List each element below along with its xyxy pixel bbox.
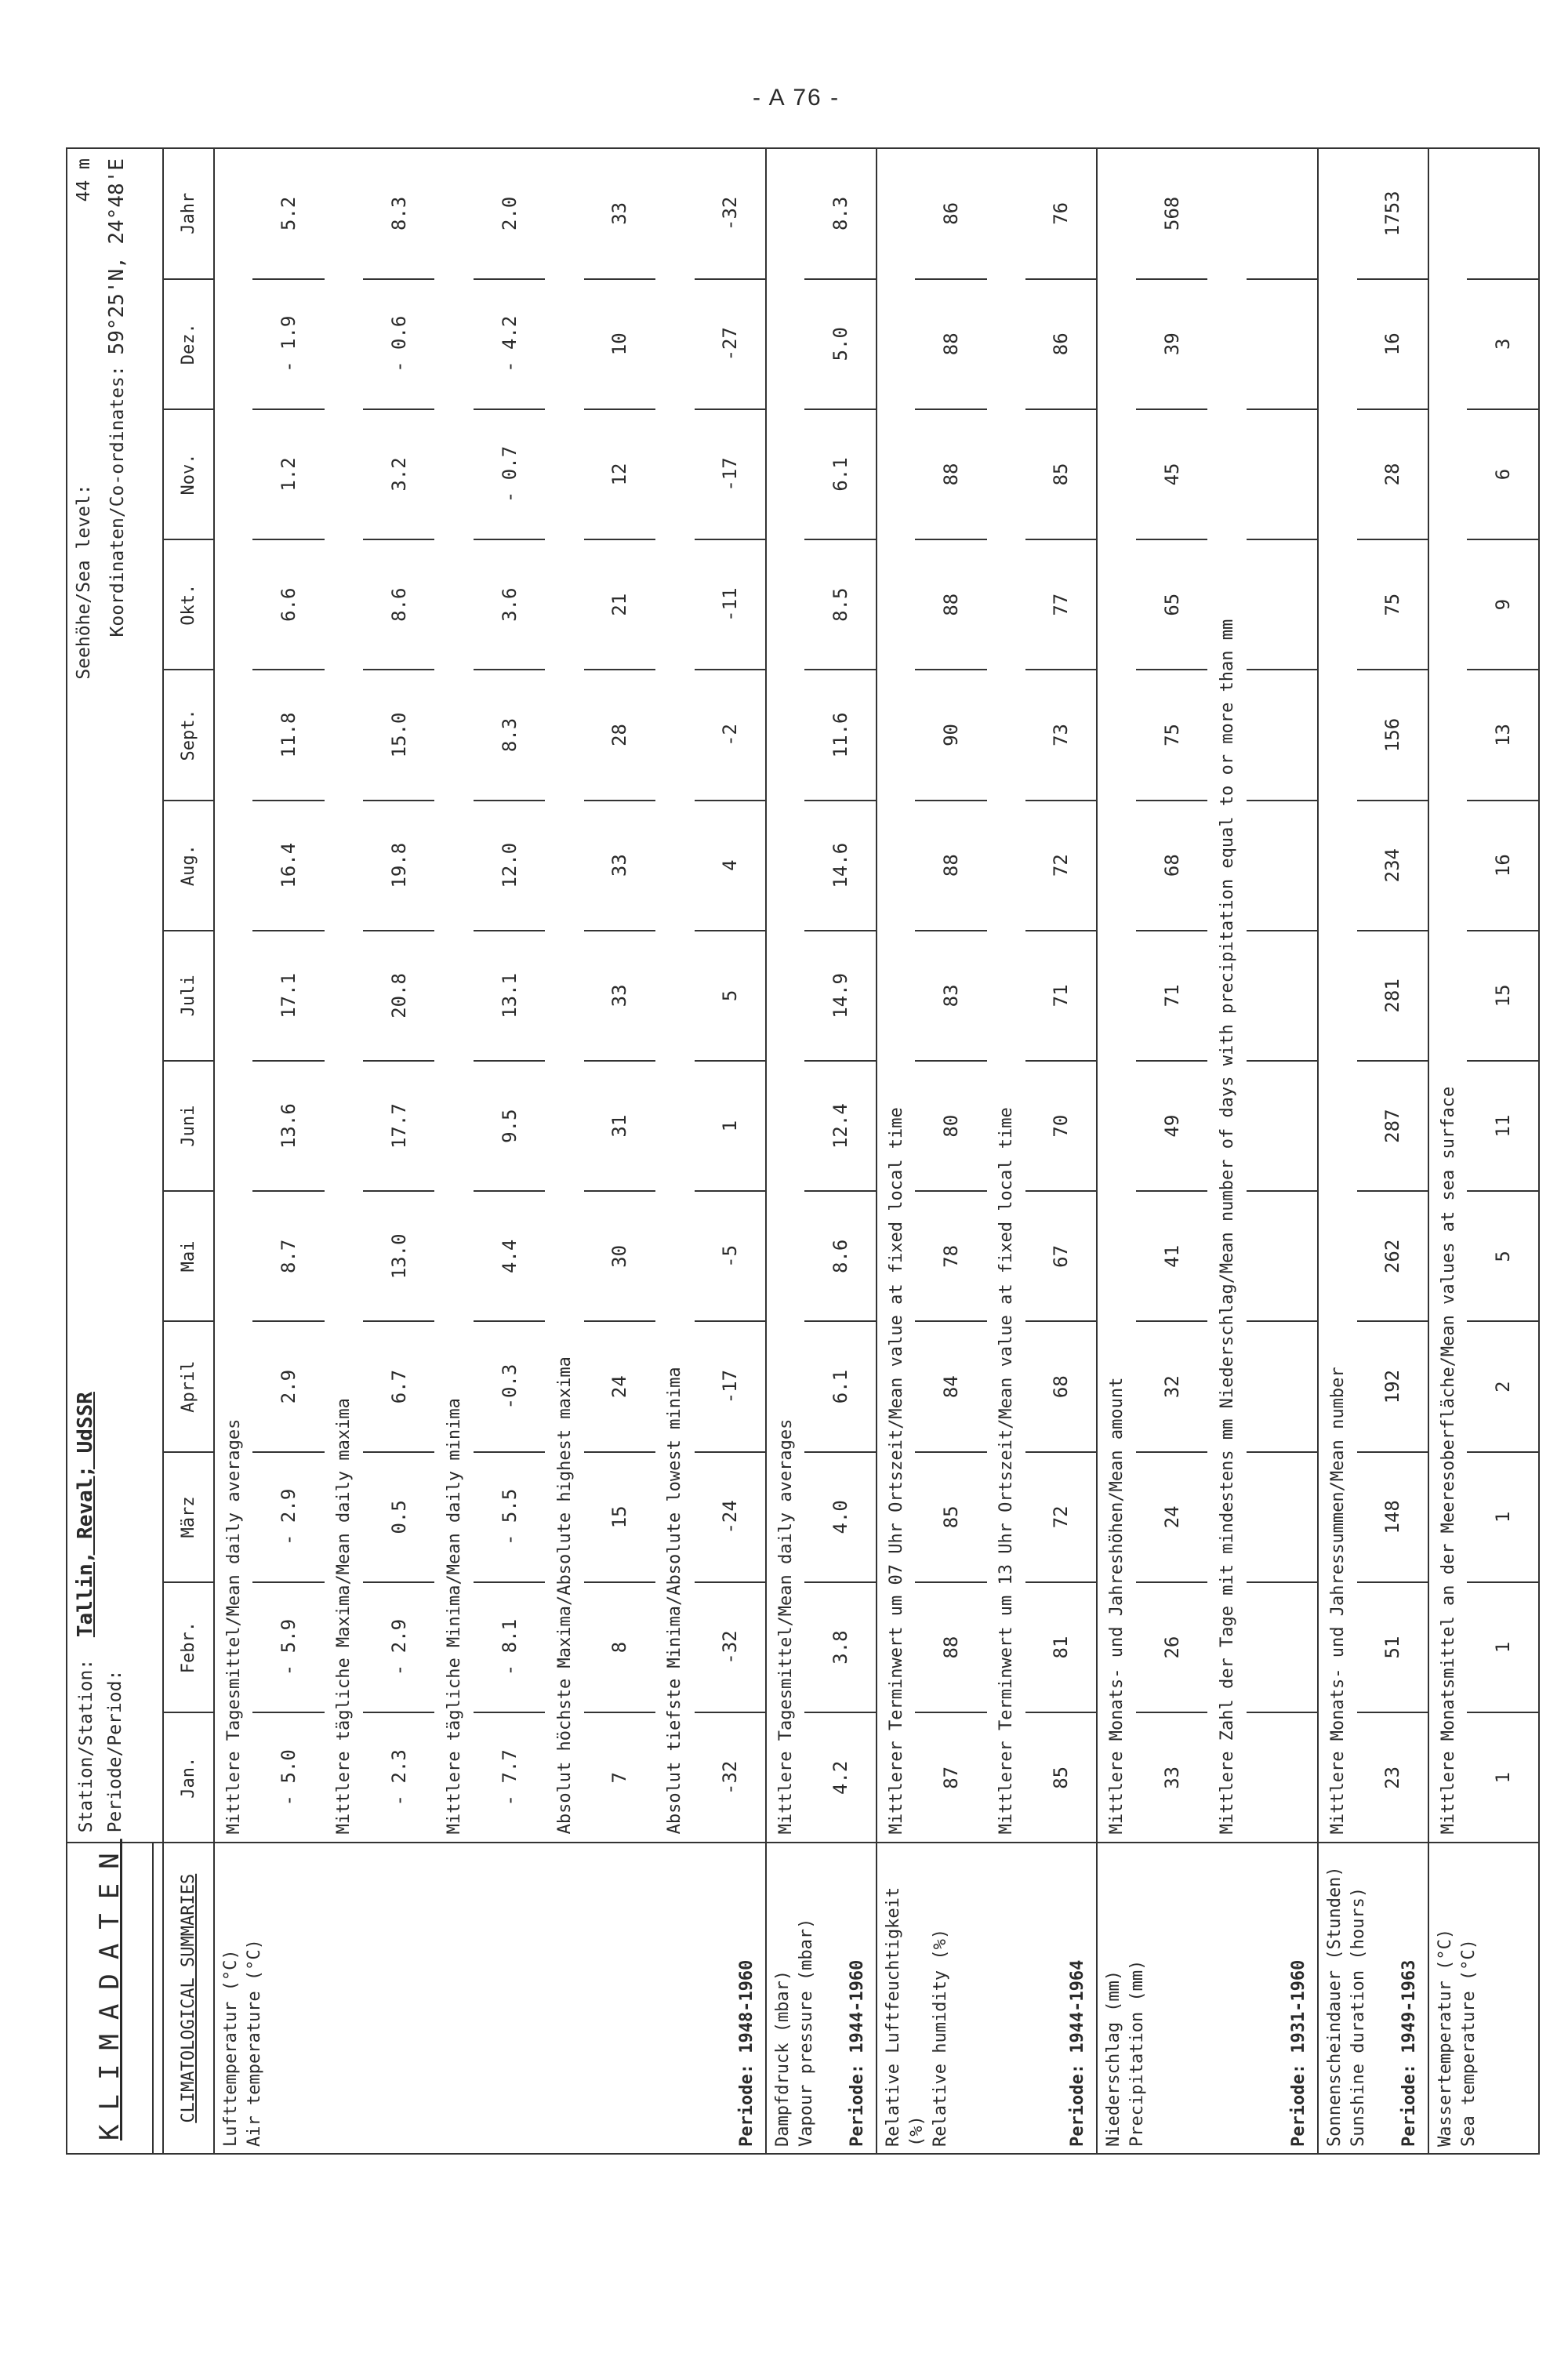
value-cell: 13.1 (474, 931, 545, 1061)
row-label: Mittlere Zahl der Tage mit mindestens mm Niederschlag/Mean number of days with precipitation equal to or more than mm (1207, 148, 1247, 1843)
month-header: Mai (163, 1191, 214, 1321)
value-cell: -17 (695, 409, 766, 539)
value-cell: 41 (1136, 1191, 1207, 1321)
value-cell: - 5.0 (252, 1712, 324, 1843)
value-cell: 2.0 (474, 148, 545, 279)
value-cell: 88 (915, 1582, 986, 1712)
value-cell: 68 (1025, 1321, 1097, 1451)
value-cell: - 0.7 (474, 409, 545, 539)
value-cell (1247, 931, 1318, 1061)
value-cell: 33 (1136, 1712, 1207, 1843)
value-cell: 4.2 (804, 1712, 876, 1843)
rotated-sheet (66, 147, 1540, 2155)
value-cell: 8 (584, 1582, 655, 1712)
climate-table (66, 147, 1540, 2155)
document-title: KLIMADATEN (67, 1843, 153, 2154)
month-header: Jan. (163, 1712, 214, 1843)
value-cell: 85 (1025, 409, 1097, 539)
value-cell: - 0.6 (363, 279, 434, 409)
value-cell: 75 (1357, 539, 1428, 670)
value-cell: 4.0 (804, 1452, 876, 1582)
value-cell: 72 (1025, 1452, 1097, 1582)
value-cell: 13.6 (252, 1061, 324, 1191)
value-cell: 30 (584, 1191, 655, 1321)
month-header: Okt. (163, 539, 214, 670)
value-cell: 11 (1467, 1061, 1539, 1191)
value-cell: 88 (915, 279, 986, 409)
value-cell: - 8.1 (474, 1582, 545, 1712)
value-cell: 21 (584, 539, 655, 670)
month-header: April (163, 1321, 214, 1451)
period-label: Periode: 1948-1960 (736, 1959, 757, 2147)
document-subtitle: CLIMATOLOGICAL SUMMARIES (163, 1843, 214, 2154)
period-label: Periode: 1944-1964 (1068, 1959, 1088, 2147)
group-label (877, 1843, 1098, 2154)
group-label-line: Relative Luftfeuchtigkeit (%) (883, 1886, 927, 2147)
value-cell: 8.7 (252, 1191, 324, 1321)
group-label (766, 1843, 877, 2154)
value-cell: 2.9 (252, 1321, 324, 1451)
value-cell: -24 (695, 1452, 766, 1582)
value-cell: 9 (1467, 539, 1539, 670)
value-cell: 1.2 (252, 409, 324, 539)
value-cell: 32 (1136, 1321, 1207, 1451)
value-cell (1247, 539, 1318, 670)
month-header: März (163, 1452, 214, 1582)
value-cell: 45 (1136, 409, 1207, 539)
period-label: Periode: 1949-1963 (1399, 1959, 1419, 2147)
value-cell: 15 (1467, 931, 1539, 1061)
value-cell: -17 (695, 1321, 766, 1451)
group-label (1097, 1843, 1318, 2154)
coordinates-label: Koordinaten/Co-ordinates: (107, 365, 128, 637)
value-cell: 11.8 (252, 670, 324, 800)
value-cell: 5.2 (252, 148, 324, 279)
row-label: Mittlere Monats- und Jahressummen/Mean number (1318, 148, 1357, 1843)
station-label: Station/Station: (76, 1658, 96, 1833)
sea-level-label: Seehöhe/Sea level: (74, 484, 94, 680)
value-cell: 24 (584, 1321, 655, 1451)
month-header: Febr. (163, 1582, 214, 1712)
value-cell: 31 (584, 1061, 655, 1191)
group-label-line: Sea temperature (°C) (1458, 1939, 1479, 2147)
value-cell: 75 (1136, 670, 1207, 800)
value-cell: 3.6 (474, 539, 545, 670)
value-cell: - 7.7 (474, 1712, 545, 1843)
value-cell: 68 (1136, 801, 1207, 931)
month-header: Sept. (163, 670, 214, 800)
month-header: Juli (163, 931, 214, 1061)
value-cell (1247, 1061, 1318, 1191)
value-cell: 8.5 (804, 539, 876, 670)
value-cell (1247, 1452, 1318, 1582)
value-cell (1247, 279, 1318, 409)
group-label-line: Niederschlag (mm) (1104, 1970, 1124, 2147)
value-cell: 88 (915, 539, 986, 670)
row-label: Absolut tiefste Minima/Absolute lowest minima (655, 148, 695, 1843)
value-cell: 12 (584, 409, 655, 539)
value-cell: 87 (915, 1712, 986, 1843)
value-cell: 81 (1025, 1582, 1097, 1712)
value-cell: 88 (915, 409, 986, 539)
value-cell: 4.4 (474, 1191, 545, 1321)
value-cell: 17.7 (363, 1061, 434, 1191)
value-cell: 6.7 (363, 1321, 434, 1451)
value-cell: 14.9 (804, 931, 876, 1061)
value-cell: 16.4 (252, 801, 324, 931)
value-cell: 8.6 (804, 1191, 876, 1321)
row-label: Mittlerer Terminwert um 07 Uhr Ortszeit/Mean value at fixed local time (877, 148, 916, 1843)
value-cell: 86 (1025, 279, 1097, 409)
value-cell (1247, 148, 1318, 279)
group-label-line: Precipitation (mm) (1127, 1959, 1148, 2147)
value-cell: 14.6 (804, 801, 876, 931)
row-label: Mittlere tägliche Maxima/Mean daily maxima (325, 148, 364, 1843)
station-value: Tallin, Reval; UdSSR (74, 1392, 97, 1638)
value-cell: 13.0 (363, 1191, 434, 1321)
value-cell (1467, 148, 1539, 279)
value-cell: 1 (1467, 1712, 1539, 1843)
period-label: Periode: 1944-1960 (847, 1959, 867, 2147)
value-cell: - 4.2 (474, 279, 545, 409)
value-cell: 7 (584, 1712, 655, 1843)
value-cell (1247, 1191, 1318, 1321)
value-cell: -32 (695, 148, 766, 279)
value-cell (1247, 1321, 1318, 1451)
value-cell: 262 (1357, 1191, 1428, 1321)
month-header: Juni (163, 1061, 214, 1191)
value-cell: 71 (1136, 931, 1207, 1061)
row-label: Mittlere Monats- und Jahreshöhen/Mean amount (1097, 148, 1136, 1843)
value-cell: 51 (1357, 1582, 1428, 1712)
sea-level-value: 44 m (74, 158, 94, 202)
value-cell: - 5.5 (474, 1452, 545, 1582)
value-cell: 28 (1357, 409, 1428, 539)
value-cell: 28 (584, 670, 655, 800)
value-cell: 1 (1467, 1452, 1539, 1582)
value-cell: 5 (695, 931, 766, 1061)
value-cell: 85 (1025, 1712, 1097, 1843)
value-cell: - 1.9 (252, 279, 324, 409)
group-label-line: Vapour pressure (mbar) (796, 1918, 816, 2147)
value-cell: -0.3 (474, 1321, 545, 1451)
value-cell: - 5.9 (252, 1582, 324, 1712)
group-label (1428, 1843, 1539, 2154)
value-cell: 156 (1357, 670, 1428, 800)
value-cell: -27 (695, 279, 766, 409)
value-cell: 0.5 (363, 1452, 434, 1582)
coordinates-value: 59°25'N, 24°48'E (105, 158, 129, 355)
row-label: Absolut höchste Maxima/Absolute highest maxima (545, 148, 584, 1843)
group-label (1318, 1843, 1428, 2154)
value-cell: 77 (1025, 539, 1097, 670)
value-cell: 90 (915, 670, 986, 800)
group-label-line: Air temperature (°C) (244, 1939, 264, 2147)
value-cell: 80 (915, 1061, 986, 1191)
row-label: Mittlerer Terminwert um 13 Uhr Ortszeit/Mean value at fixed local time (987, 148, 1026, 1843)
value-cell: 65 (1136, 539, 1207, 670)
row-label: Mittlere Monatsmittel an der Meeresoberfläche/Mean values at sea surface (1428, 148, 1468, 1843)
row-label: Mittlere Tagesmittel/Mean daily averages (214, 148, 253, 1843)
station-header (67, 148, 163, 1843)
group-label-line: Sunshine duration (hours) (1348, 1886, 1369, 2147)
value-cell: 1753 (1357, 148, 1428, 279)
month-header: Aug. (163, 801, 214, 931)
value-cell: 2 (1467, 1321, 1539, 1451)
value-cell: 1 (1467, 1582, 1539, 1712)
value-cell: 3.2 (363, 409, 434, 539)
value-cell: 8.3 (474, 670, 545, 800)
value-cell: 9.5 (474, 1061, 545, 1191)
value-cell: 16 (1467, 801, 1539, 931)
month-header: Jahr (163, 148, 214, 279)
group-label-line: Dampfdruck (mbar) (772, 1970, 793, 2147)
value-cell: -2 (695, 670, 766, 800)
value-cell: 26 (1136, 1582, 1207, 1712)
value-cell (1247, 801, 1318, 931)
value-cell: 10 (584, 279, 655, 409)
value-cell: 8.3 (363, 148, 434, 279)
value-cell: 33 (584, 148, 655, 279)
period-label: Periode/Period: (105, 1669, 125, 1833)
value-cell: 73 (1025, 670, 1097, 800)
value-cell: 5 (1467, 1191, 1539, 1321)
value-cell (1247, 1712, 1318, 1843)
period-label: Periode: 1931-1960 (1289, 1959, 1309, 2147)
value-cell: 20.8 (363, 931, 434, 1061)
value-cell (1247, 670, 1318, 800)
value-cell: 78 (915, 1191, 986, 1321)
page-number: - A 76 - (753, 85, 840, 111)
value-cell: - 2.9 (363, 1582, 434, 1712)
value-cell: 6.6 (252, 539, 324, 670)
value-cell: 11.6 (804, 670, 876, 800)
group-label-line: Lufttemperatur (°C) (220, 1949, 241, 2147)
row-label: Mittlere Tagesmittel/Mean daily averages (766, 148, 805, 1843)
value-cell: 33 (584, 931, 655, 1061)
group-label-line: Sonnenscheindauer (Stunden) (1325, 1866, 1345, 2147)
value-cell: 6.1 (804, 1321, 876, 1451)
value-cell: 24 (1136, 1452, 1207, 1582)
value-cell: 568 (1136, 148, 1207, 279)
value-cell: 71 (1025, 931, 1097, 1061)
value-cell (1247, 1582, 1318, 1712)
value-cell: 1 (695, 1061, 766, 1191)
group-label-line: Wassertemperatur (°C) (1435, 1928, 1455, 2147)
value-cell: 19.8 (363, 801, 434, 931)
value-cell: 8.6 (363, 539, 434, 670)
value-cell: 5.0 (804, 279, 876, 409)
value-cell: 83 (915, 931, 986, 1061)
value-cell: 287 (1357, 1061, 1428, 1191)
value-cell: -5 (695, 1191, 766, 1321)
value-cell: 16 (1357, 279, 1428, 409)
value-cell: 85 (915, 1452, 986, 1582)
value-cell: 281 (1357, 931, 1428, 1061)
value-cell: -32 (695, 1712, 766, 1843)
month-header: Nov. (163, 409, 214, 539)
value-cell (1247, 409, 1318, 539)
value-cell: 49 (1136, 1061, 1207, 1191)
value-cell: 234 (1357, 801, 1428, 931)
value-cell: 23 (1357, 1712, 1428, 1843)
value-cell: 6 (1467, 409, 1539, 539)
value-cell: 3 (1467, 279, 1539, 409)
value-cell: 86 (915, 148, 986, 279)
value-cell: -32 (695, 1582, 766, 1712)
value-cell: 72 (1025, 801, 1097, 931)
value-cell: 12.4 (804, 1061, 876, 1191)
value-cell: - 2.9 (252, 1452, 324, 1582)
value-cell: - 2.3 (363, 1712, 434, 1843)
value-cell: 4 (695, 801, 766, 931)
group-label (214, 1843, 766, 2154)
value-cell: 88 (915, 801, 986, 931)
value-cell: 33 (584, 801, 655, 931)
value-cell: 148 (1357, 1452, 1428, 1582)
value-cell: 12.0 (474, 801, 545, 931)
value-cell: 70 (1025, 1061, 1097, 1191)
row-label: Mittlere tägliche Minima/Mean daily minima (434, 148, 474, 1843)
value-cell: 84 (915, 1321, 986, 1451)
value-cell: 6.1 (804, 409, 876, 539)
value-cell: 8.3 (804, 148, 876, 279)
value-cell: 15 (584, 1452, 655, 1582)
value-cell: 15.0 (363, 670, 434, 800)
value-cell: 192 (1357, 1321, 1428, 1451)
value-cell: 39 (1136, 279, 1207, 409)
value-cell: 13 (1467, 670, 1539, 800)
value-cell: -11 (695, 539, 766, 670)
month-header: Dez. (163, 279, 214, 409)
value-cell: 3.8 (804, 1582, 876, 1712)
value-cell: 17.1 (252, 931, 324, 1061)
value-cell: 67 (1025, 1191, 1097, 1321)
value-cell: 76 (1025, 148, 1097, 279)
group-label-line: Relative humidity (%) (930, 1928, 950, 2147)
